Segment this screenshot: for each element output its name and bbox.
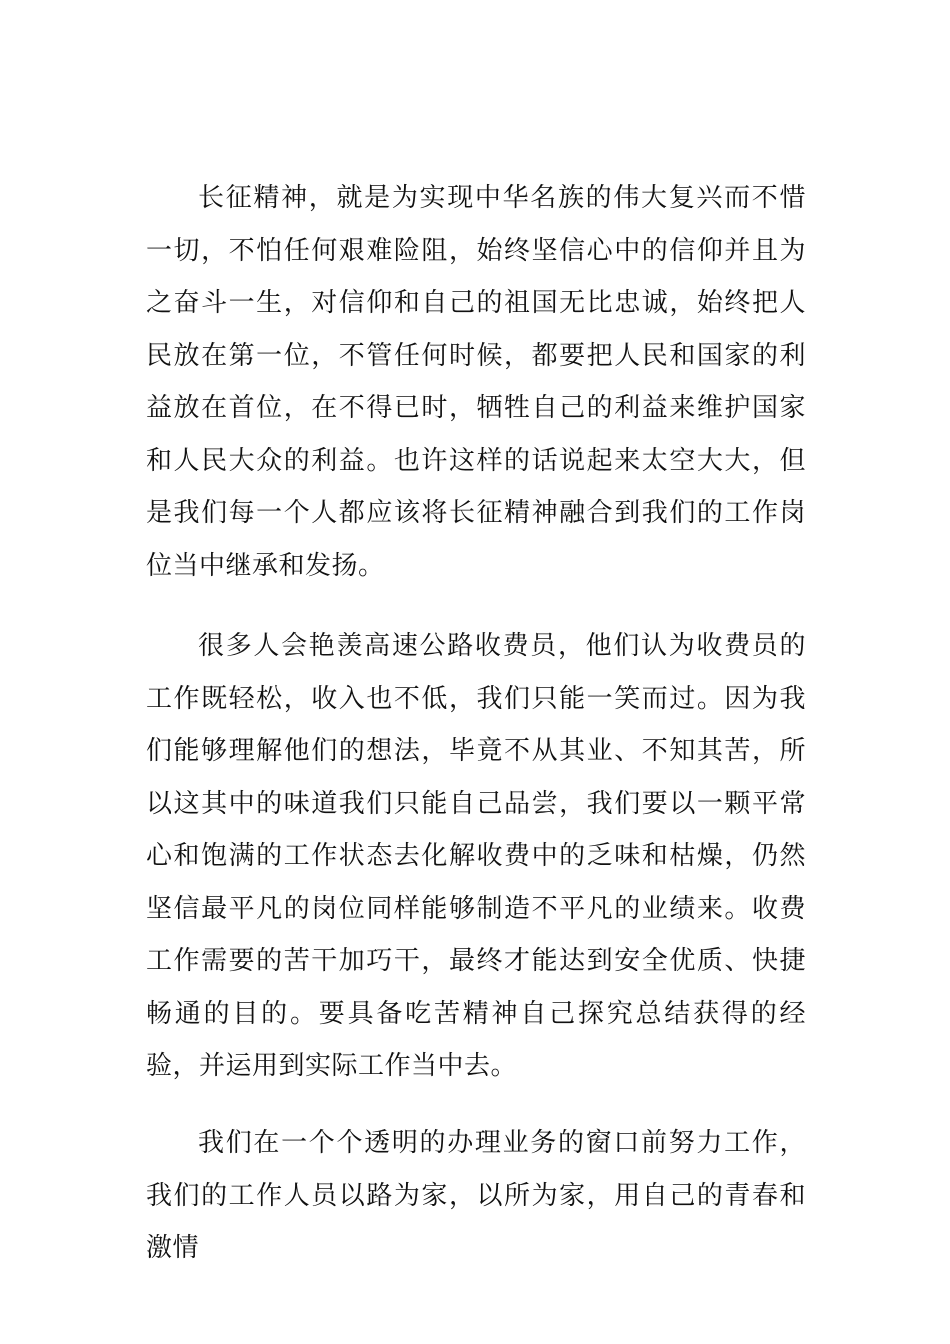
paragraph-long-march-spirit: 长征精神，就是为实现中华名族的伟大复兴而不惜一切，不怕任何艰难险阻，始终坚信心中的信仰并且为之奋斗一生，对信仰和自己的祖国无比忠诚，始终把人民放在第一位，不管任何时候，都要把人民和国家的利益放在首位，在不得已时，牺牲自己的利益来维护国家和人民大众的利益。也许这样的话说起来太空大大，但是我们每一个人都应该将长征精神融合到我们的工作岗位当中继承和发扬。 (146, 183, 806, 581)
paragraph-toll-collector-work: 很多人会艳羡高速公路收费员，他们认为收费员的工作既轻松，收入也不低，我们只能一笑而过。因为我们能够理解他们的想法，毕竟不从其业、不知其苦，所以这其中的味道我们只能自己品尝，我们要以一颗平常心和饱满的工作状态去化解收费中的乏味和枯燥，仍然坚信最平凡的岗位同样能够制造不平凡的业绩来。收费工作需要的苦干加巧干，最终才能达到安全优质、快捷畅通的目的。要具备吃苦精神自己探究总结获得的经验，并运用到实际工作当中去。 (146, 631, 806, 1081)
paragraph-service-window: 我们在一个个透明的办理业务的窗口前努力工作，我们的工作人员以路为家，以所为家，用自己的青春和激情 (146, 1128, 806, 1263)
